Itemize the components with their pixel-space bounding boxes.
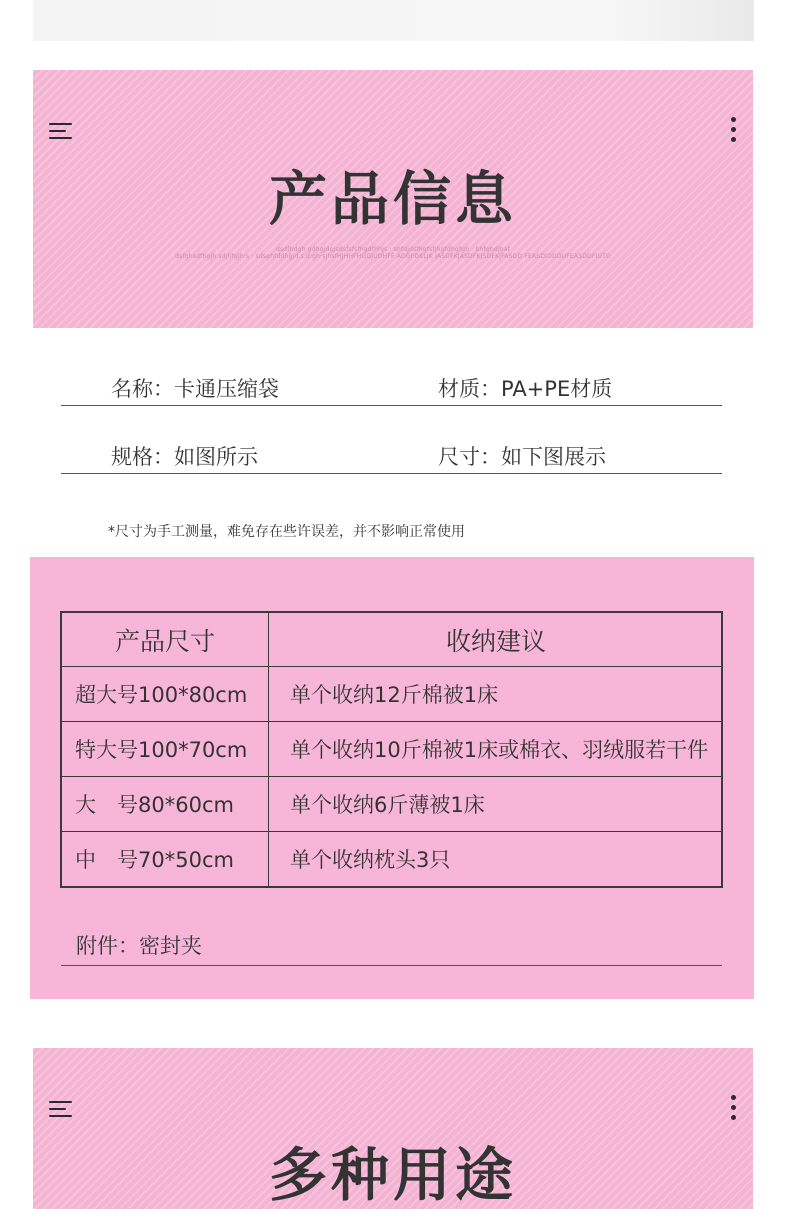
table-cell-size: 特大号100*70cm bbox=[75, 738, 248, 762]
table-cell-size: 超大号100*80cm bbox=[75, 683, 248, 707]
size-table bbox=[60, 611, 723, 888]
table-cell-size: 中 号70*50cm bbox=[75, 848, 234, 872]
decorative-text-line: dsfghsdfhgjh sdjhfgjh·s · sdsghfddhgjd.s.d·gh·sjhsfHJHHFHGGJUDHFF ADGFDKLJK JASDFKJASDFKJSDFKJFASDD FEASDIODDUFEASDDFIUTO bbox=[175, 253, 611, 260]
table-cell-suggestion: 单个收纳10斤棉被1床或棉衣、羽绒服若干件 bbox=[290, 738, 709, 762]
info-row bbox=[61, 438, 722, 474]
table-header-suggestion: 收纳建议 bbox=[445, 626, 546, 656]
table-cell-suggestion: 单个收纳6斤薄被1床 bbox=[290, 793, 485, 817]
uses-banner bbox=[33, 1048, 753, 1209]
table-row bbox=[62, 832, 721, 886]
table-row bbox=[62, 722, 721, 777]
table-header-row bbox=[62, 613, 721, 667]
table-cell-suggestion: 单个收纳12斤棉被1床 bbox=[290, 683, 499, 707]
table-row bbox=[62, 667, 721, 722]
more-vertical-icon[interactable] bbox=[731, 1095, 737, 1121]
product-spec: 规格：如图所示 bbox=[111, 445, 258, 469]
accessory-row bbox=[61, 910, 722, 966]
menu-icon[interactable] bbox=[49, 121, 74, 141]
table-header-size: 产品尺寸 bbox=[114, 626, 215, 656]
product-info-banner bbox=[33, 70, 753, 328]
top-image-strip bbox=[33, 0, 754, 41]
product-size: 尺寸：如下图展示 bbox=[438, 445, 606, 469]
decorative-text-line: dsdfhdgh gdhgjdgjsdsfsfsfhgdfhhjs · shfdjdsfhgfsfjhgfdhgfgh · bhfghdjhaf bbox=[275, 246, 511, 253]
more-vertical-icon[interactable] bbox=[731, 117, 737, 143]
size-section bbox=[30, 557, 754, 999]
banner-title: 产品信息 bbox=[268, 165, 517, 233]
measurement-note: *尺寸为手工测量，难免存在些许误差，并不影响正常使用 bbox=[108, 524, 465, 540]
banner-title: 多种用途 bbox=[268, 1141, 517, 1209]
info-row bbox=[61, 370, 722, 406]
table-row bbox=[62, 777, 721, 832]
menu-icon[interactable] bbox=[49, 1099, 74, 1119]
table-cell-suggestion: 单个收纳枕头3只 bbox=[290, 848, 451, 872]
table-cell-size: 大 号80*60cm bbox=[75, 793, 234, 817]
accessory-text: 附件：密封夹 bbox=[76, 934, 202, 958]
product-material: 材质：PA+PE材质 bbox=[438, 377, 613, 401]
product-name: 名称：卡通压缩袋 bbox=[111, 377, 279, 401]
